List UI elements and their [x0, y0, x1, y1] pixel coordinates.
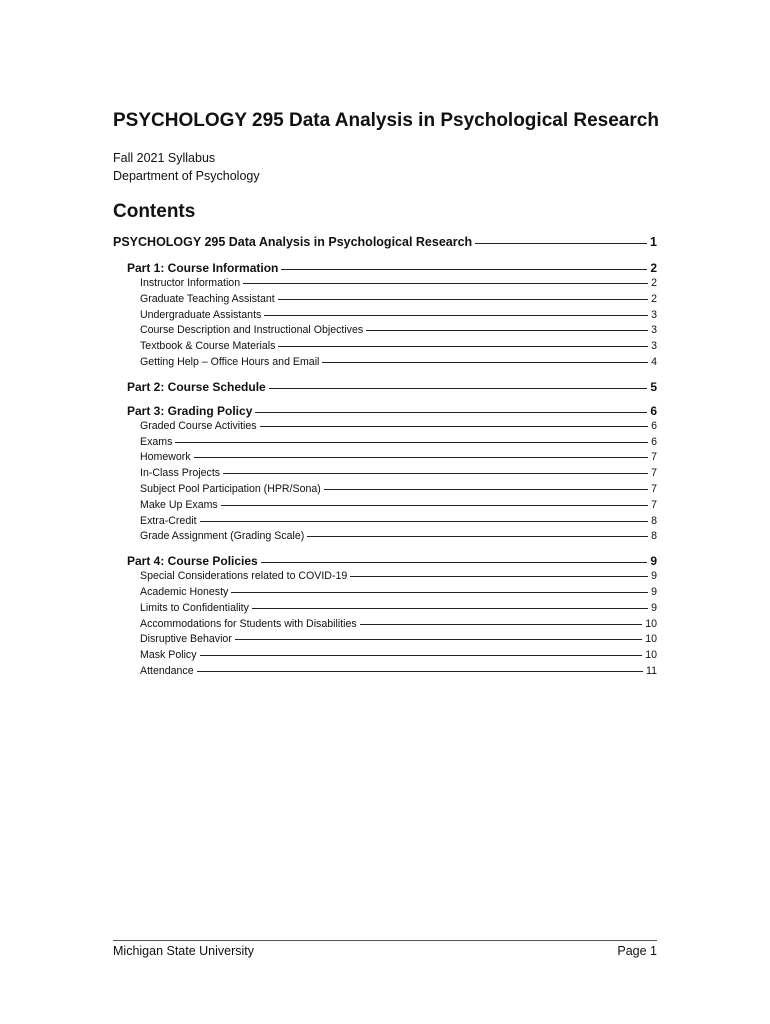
toc-entry-page: 9 — [651, 570, 657, 583]
toc-leader — [261, 562, 648, 563]
toc-leader — [194, 457, 648, 458]
toc-entry-label: Instructor Information — [140, 277, 241, 289]
toc-section-entry[interactable] — [113, 309, 657, 325]
toc-entry-label: Extra-Credit — [140, 514, 197, 527]
toc-entry-page: 10 — [645, 649, 657, 662]
toc-entry-label: Attendance — [140, 664, 194, 677]
toc-entry-label: Accommodations for Students with Disabilities — [140, 617, 357, 630]
toc-entry-page: 7 — [651, 482, 657, 495]
toc-section-entry[interactable] — [113, 467, 657, 483]
toc-entry-page: 2 — [651, 277, 657, 289]
toc-section-entry[interactable] — [113, 340, 657, 356]
toc-leader — [278, 346, 648, 347]
table-of-contents — [113, 235, 657, 681]
toc-section-entry[interactable] — [113, 618, 657, 634]
toc-leader — [231, 592, 648, 593]
toc-leader — [221, 505, 648, 506]
toc-section-entry[interactable] — [113, 649, 657, 665]
toc-leader — [278, 299, 648, 300]
toc-part-entry[interactable] — [113, 554, 657, 570]
toc-entry-label: Subject Pool Participation (HPR/Sona) — [140, 482, 321, 495]
toc-entry-page: 10 — [645, 617, 657, 630]
toc-leader — [223, 473, 648, 474]
toc-leader — [197, 671, 643, 672]
toc-entry-label: Disruptive Behavior — [140, 633, 232, 646]
toc-section-entry[interactable] — [113, 602, 657, 618]
toc-entry-label: Part 3: Grading Policy — [127, 403, 253, 418]
toc-entry-page: 9 — [651, 601, 657, 614]
toc-entry-page: 4 — [651, 355, 657, 368]
toc-section-entry[interactable] — [113, 436, 657, 452]
toc-leader — [269, 388, 648, 389]
toc-entry-label: Getting Help – Office Hours and Email — [140, 355, 320, 368]
toc-entry-page: 7 — [651, 467, 657, 480]
toc-section-entry[interactable] — [113, 586, 657, 602]
toc-entry-page: 3 — [651, 324, 657, 337]
toc-leader — [360, 624, 643, 625]
toc-part-entry[interactable] — [113, 404, 657, 420]
toc-leader — [366, 330, 648, 331]
toc-entry-label: Special Considerations related to COVID-19 — [140, 570, 348, 583]
toc-entry-page: 9 — [651, 585, 657, 598]
footer-institution: Michigan State University — [113, 944, 255, 958]
footer-page-number: Page 1 — [617, 944, 657, 958]
toc-section-entry[interactable] — [113, 483, 657, 499]
toc-section-entry[interactable] — [113, 499, 657, 515]
toc-leader — [255, 412, 647, 413]
toc-entry-page: 10 — [645, 633, 657, 646]
toc-leader — [324, 489, 648, 490]
contents-heading: Contents — [113, 201, 196, 222]
toc-entry-page: 8 — [651, 530, 657, 543]
toc-entry-page: 1 — [650, 235, 657, 249]
toc-entry-label: Part 1: Course Information — [127, 261, 279, 275]
toc-leader — [243, 283, 648, 284]
toc-entry-page: 3 — [651, 308, 657, 321]
toc-entry-page: 6 — [651, 435, 657, 448]
toc-leader — [235, 639, 642, 640]
document-department: Department of Psychology — [113, 169, 260, 183]
toc-section-entry[interactable] — [113, 530, 657, 546]
toc-section-entry[interactable] — [113, 633, 657, 649]
toc-leader — [264, 315, 648, 316]
toc-leader — [175, 442, 648, 443]
toc-entry-label: Part 4: Course Policies — [127, 554, 258, 569]
toc-entry-label: Grade Assignment (Grading Scale) — [140, 530, 305, 543]
toc-entry-label: Homework — [140, 451, 191, 464]
toc-entry-label: Academic Honesty — [140, 585, 229, 598]
toc-entry-page: 7 — [651, 498, 657, 511]
toc-leader — [260, 426, 649, 427]
toc-leader — [252, 608, 648, 609]
toc-entry-page: 2 — [650, 261, 657, 275]
document-title: PSYCHOLOGY 295 Data Analysis in Psychological Research — [113, 110, 659, 131]
toc-section-entry[interactable] — [113, 420, 657, 436]
toc-entry-page: 7 — [651, 451, 657, 464]
toc-leader — [281, 269, 647, 270]
toc-entry-label: Exams — [140, 435, 173, 448]
toc-section-entry[interactable] — [113, 665, 657, 681]
toc-entry-label: Graduate Teaching Assistant — [140, 292, 275, 305]
toc-entry-page: 6 — [651, 419, 657, 432]
toc-section-entry[interactable] — [113, 356, 657, 372]
toc-entry-label: Undergraduate Assistants — [140, 308, 262, 321]
toc-section-entry[interactable] — [113, 293, 657, 309]
toc-section-entry[interactable] — [113, 570, 657, 586]
toc-leader — [200, 655, 643, 656]
toc-entry-page: 9 — [650, 554, 657, 569]
toc-entry-page: 8 — [651, 514, 657, 527]
toc-entry-label: In-Class Projects — [140, 467, 221, 480]
toc-main-entry[interactable] — [113, 235, 657, 255]
toc-entry-label: Textbook & Course Materials — [140, 340, 276, 353]
toc-leader — [200, 521, 649, 522]
footer-rule — [113, 940, 657, 941]
toc-entry-page: 5 — [650, 379, 657, 394]
document-term: Fall 2021 Syllabus — [113, 151, 216, 165]
toc-entry-label: Part 2: Course Schedule — [127, 379, 266, 394]
toc-entry-label: Make Up Exams — [140, 498, 218, 511]
toc-entry-page: 3 — [651, 340, 657, 353]
toc-entry-label: Limits to Confidentiality — [140, 601, 249, 614]
toc-entry-label: Graded Course Activities — [140, 419, 257, 432]
toc-entry-page: 11 — [646, 664, 657, 677]
toc-entry-page: 6 — [650, 403, 657, 418]
toc-leader — [322, 362, 648, 363]
toc-section-entry[interactable] — [113, 277, 657, 293]
toc-leader — [350, 576, 648, 577]
toc-section-entry[interactable] — [113, 324, 657, 340]
toc-leader — [307, 536, 648, 537]
toc-leader — [475, 243, 647, 244]
toc-section-entry[interactable] — [113, 451, 657, 467]
toc-part-entry[interactable] — [113, 261, 657, 277]
toc-entry-label: Course Description and Instructional Objectives — [140, 324, 364, 337]
toc-entry-label: Mask Policy — [140, 649, 197, 662]
toc-part-entry[interactable] — [113, 380, 657, 396]
toc-entry-label: PSYCHOLOGY 295 Data Analysis in Psychological Research — [113, 235, 473, 249]
toc-section-entry[interactable] — [113, 515, 657, 531]
toc-entry-page: 2 — [651, 292, 657, 305]
